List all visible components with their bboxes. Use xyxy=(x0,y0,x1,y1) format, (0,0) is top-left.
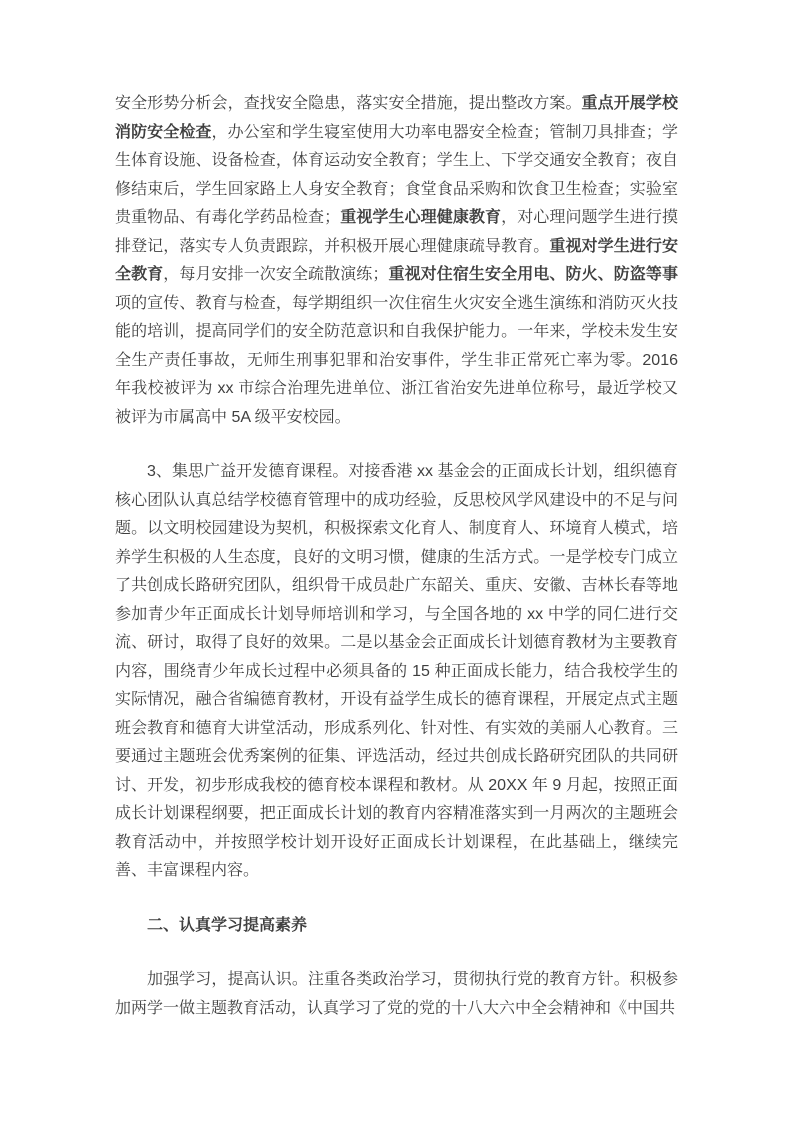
document-body xyxy=(115,90,678,1023)
text-run: ，办公室和学生寝室使用大功率电器安全检查；管制刀具排查；学生体育设施、设备检查，体育运动安全教育；学生上、下学交通安全教育；夜自修结束后，学生回家路上人身安全教育；食堂食品采购和饮食卫生检查；实验室贵重物品、有毒化学药品检查； xyxy=(115,123,678,226)
text-run: ，每月安排一次安全疏散演练； xyxy=(163,266,389,283)
bold-text-run: 重点开展学校消防安全检查 xyxy=(115,95,678,141)
section-heading xyxy=(115,912,678,941)
bold-text-run: 二、认真学习提高素养 xyxy=(147,916,308,934)
text-run: 安全形势分析会，查找安全隐患，落实安全措施，提出整改方案。 xyxy=(115,95,582,112)
paragraph xyxy=(115,458,678,886)
paragraph xyxy=(115,90,678,432)
text-run: ，对心理问题学生进行摸排登记，落实专人负责跟踪，并积极开展心理健康疏导教育。 xyxy=(115,209,678,255)
bold-text-run: 重视学生心理健康教育 xyxy=(340,209,502,226)
text-run: 项的宣传、教育与检查，每学期组织一次住宿生火灾安全逃生演练和消防灭火技能的培训，提高同学们的安全防范意识和自我保护能力。一年来，学校未发生安全生产责任事故，无师生刑事犯罪和治安事件，学生非正常死亡率为零。2016 年我校被评为 xx 市综合治理先进单位、浙江省治安先进单位称号，最近学校又被评为市属高中 5A 级平安校园。 xyxy=(115,294,678,426)
paragraph xyxy=(115,966,678,1023)
text-run: 3、集思广益开发德育课程。对接香港 xx 基金会的正面成长计划，组织德育核心团队认真总结学校德育管理中的成功经验，反思校风学风建设中的不足与问题。以文明校园建设为契机，积极探索文化育人、制度育人、环境育人模式，培养学生积极的人生态度，良好的文明习惯，健康的生活方式。一是学校专门成立了共创成长路研究团队，组织骨干成员赴广东韶关、重庆、安徽、吉林长春等地参加青少年正面成长计划导师培训和学习，与全国各地的 xx 中学的同仁进行交流、研讨，取得了良好的效果。二是以基金会正面成长计划德育教材为主要教育内容，围绕青少年成长过程中必须具备的 15 种正面成长能力，结合我校学生的实际情况，融合省编德育教材，开设有益学生成长的德育课程，开展定点式主题班会教育和德育大讲堂活动，形成系列化、针对性、有实效的美丽人心教育。三要通过主题班会优秀案例的征集、评选活动，经过共创成长路研究团队的共同研讨、开发，初步形成我校的德育校本课程和教材。从 20XX 年 9 月起，按照正面成长计划课程纲要，把正面成长计划的教育内容精准落实到一月两次的主题班会教育活动中，并按照学校计划开设好正面成长计划课程，在此基础上，继续完善、丰富课程内容。 xyxy=(115,463,678,879)
bold-text-run: 重视对住宿生安全用电、防火、防盗等事 xyxy=(388,266,678,283)
bold-text-run: 重视对学生进行安全教育 xyxy=(115,237,678,283)
text-run: 加强学习，提高认识。注重各类政治学习，贯彻执行党的教育方针。积极参加两学一做主题教育活动，认真学习了党的党的十八大六中全会精神和《中国共 xyxy=(115,971,678,1017)
